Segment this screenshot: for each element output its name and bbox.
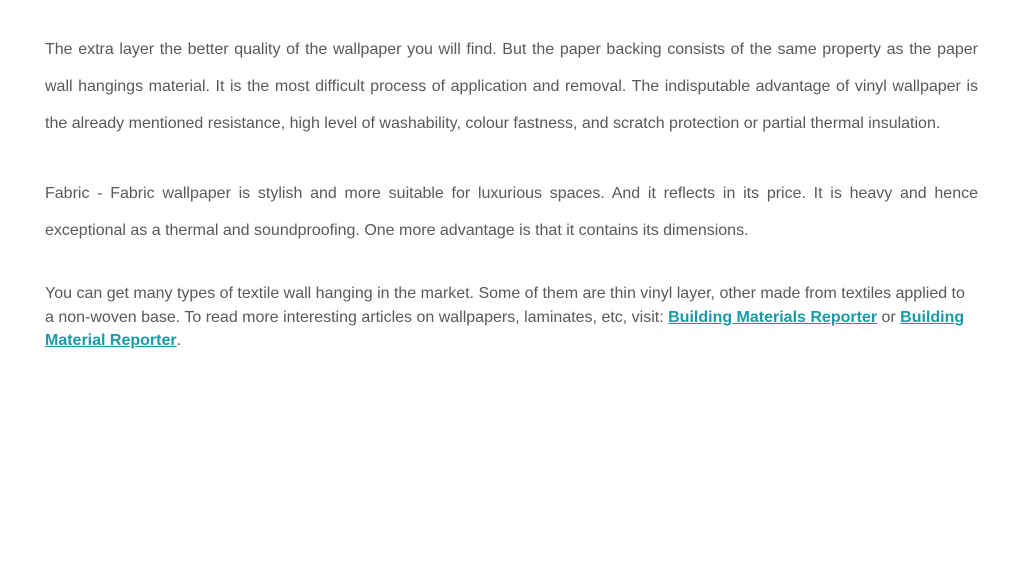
paragraph-vinyl-wallpaper: The extra layer the better quality of the wallpaper you will find. But the paper backing consists of the same property as the paper wall hangings material. It is the most difficult process of application and removal. The indisputable advantage of vinyl wallpaper is the already mentioned resistance, high level of washability, colour fastness, and scratch protection or partial thermal insulation. [45, 41, 978, 132]
period-text: . [176, 332, 182, 349]
paragraph-textile-wall-hanging [45, 282, 978, 353]
building-material-reporter-link[interactable]: Building Material Reporter [45, 308, 965, 349]
or-text: or [877, 308, 901, 326]
paragraph-fabric-wallpaper: Fabric - Fabric wallpaper is stylish and more suitable for luxurious spaces. And it reflects in its price. It is heavy and hence exceptional as a thermal and soundproofing. One more advantage is that it contains its dimensions. [45, 185, 978, 239]
building-materials-reporter-link[interactable]: Building Materials Reporter [668, 308, 878, 326]
paragraph-text: You can get many types of textile wall hanging in the market. Some of them are thin vinyl layer, other made from textiles applied to a non-woven base. To read more interesting articles on wallpapers, laminates, etc, visit: [45, 285, 965, 326]
document-body [45, 31, 978, 353]
